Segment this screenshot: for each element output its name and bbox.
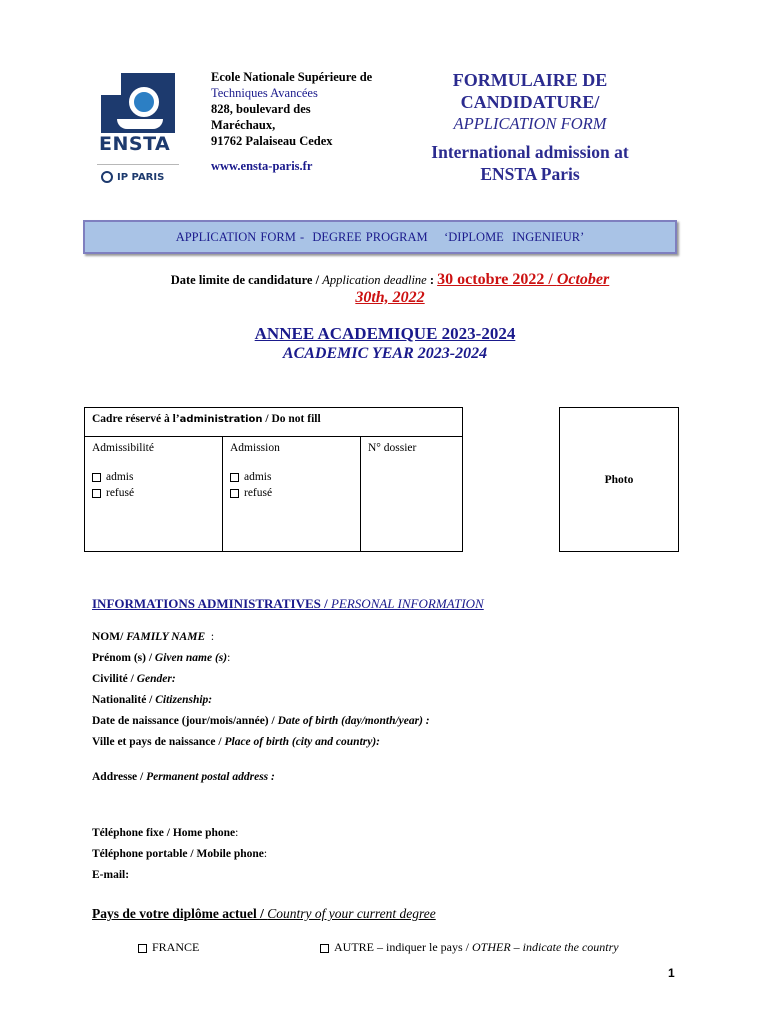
admissibility-label: Admissibilité: [92, 442, 154, 454]
logo-divider: [97, 164, 179, 165]
family-name-field[interactable]: NOM/ FAMILY NAME :: [92, 631, 215, 643]
title-fr-line-1: FORMULAIRE DE: [452, 70, 608, 90]
logo-wordmark: ENSTA: [99, 133, 171, 155]
title-fr-line-2: CANDIDATURE/: [460, 92, 600, 112]
school-address: [211, 69, 411, 174]
website-link[interactable]: www.ensta-paris.fr: [211, 159, 313, 173]
title-intl-line-1: International admission at: [431, 142, 629, 162]
ensta-logo: [93, 67, 183, 197]
application-deadline: [100, 271, 680, 307]
deadline-label-fr: Date limite de candidature /: [170, 273, 323, 287]
admissibility-refuse-option[interactable]: refusé: [92, 487, 215, 499]
page-number: 1: [668, 966, 675, 980]
academic-year: [150, 324, 620, 364]
deadline-colon: :: [426, 273, 438, 287]
postal-address-field[interactable]: Addresse / Permanent postal address :: [92, 771, 275, 783]
gender-field[interactable]: Civilité / Gender:: [92, 673, 176, 685]
globe-icon: [101, 171, 113, 183]
academic-year-en: ACADEMIC YEAR 2023-2024: [282, 345, 488, 362]
admission-admis-option[interactable]: admis: [230, 471, 353, 483]
given-name-field[interactable]: Prénom (s) / Given name (s):: [92, 652, 231, 664]
citizenship-field[interactable]: Nationalité / Citizenship:: [92, 694, 213, 706]
photo-label: Photo: [604, 473, 634, 486]
ip-paris-logo: IP PARIS: [101, 171, 164, 183]
admission-refuse-option[interactable]: refusé: [230, 487, 353, 499]
personal-info-heading: INFORMATIONS ADMINISTRATIVES / PERSONAL INFORMATION: [92, 596, 484, 611]
file-number-label: N° dossier: [368, 442, 417, 454]
title-en: APPLICATION FORM: [453, 114, 607, 133]
form-title: [420, 69, 640, 185]
date-of-birth-field[interactable]: Date de naissance (jour/mois/année) / Date of birth (day/month/year) :: [92, 715, 430, 727]
admin-reserved-box: [84, 407, 463, 552]
option-france[interactable]: FRANCE: [138, 940, 199, 954]
address-line-5: 91762 Palaiseau Cedex: [211, 134, 333, 148]
deadline-date-fr: 30 octobre 2022 /: [437, 271, 557, 288]
address-line-2: Techniques Avancées: [211, 86, 318, 100]
deadline-label-en: Application deadline: [322, 273, 427, 287]
admissibility-admis-option[interactable]: admis: [92, 471, 215, 483]
deadline-date-en-1: October: [556, 271, 610, 288]
photo-box[interactable]: [559, 407, 679, 552]
admission-cell: [223, 437, 361, 552]
degree-country-options: [138, 940, 678, 955]
academic-year-fr: ANNEE ACADEMIQUE 2023-2024: [254, 324, 516, 343]
address-line-4: Maréchaux,: [211, 118, 276, 132]
file-number-cell[interactable]: [361, 437, 463, 552]
program-banner: [83, 220, 677, 254]
address-line-3: 828, boulevard des: [211, 102, 311, 116]
home-phone-field[interactable]: Téléphone fixe / Home phone:: [92, 827, 239, 839]
title-intl-line-2: ENSTA Paris: [480, 164, 580, 184]
banner-text: APPLICATION FORM - DEGREE PROGRAM ‘DIPLOME INGENIEUR’: [175, 230, 585, 244]
option-other[interactable]: AUTRE – indiquer le pays / OTHER – indicate the country: [320, 940, 619, 955]
ensta-logo-mark-icon: [101, 73, 175, 133]
checkbox-icon[interactable]: [92, 473, 101, 482]
degree-country-heading: Pays de votre diplôme actuel / Country of your current degree: [92, 906, 436, 921]
mobile-phone-field[interactable]: Téléphone portable / Mobile phone:: [92, 848, 268, 860]
admissibility-cell: [85, 437, 223, 552]
admission-label: Admission: [230, 442, 280, 454]
checkbox-icon[interactable]: [320, 944, 329, 953]
checkbox-icon[interactable]: [138, 944, 147, 953]
checkbox-icon[interactable]: [230, 473, 239, 482]
checkbox-icon[interactable]: [230, 489, 239, 498]
address-line-1: Ecole Nationale Supérieure de: [211, 70, 373, 84]
deadline-date-en-2: 30th, 2022: [355, 289, 425, 306]
place-of-birth-field[interactable]: Ville et pays de naissance / Place of birth (city and country):: [92, 736, 381, 748]
email-field[interactable]: E-mail:: [92, 869, 130, 881]
checkbox-icon[interactable]: [92, 489, 101, 498]
admin-box-header: Cadre réservé à l’administration / Do not fill: [85, 408, 463, 437]
